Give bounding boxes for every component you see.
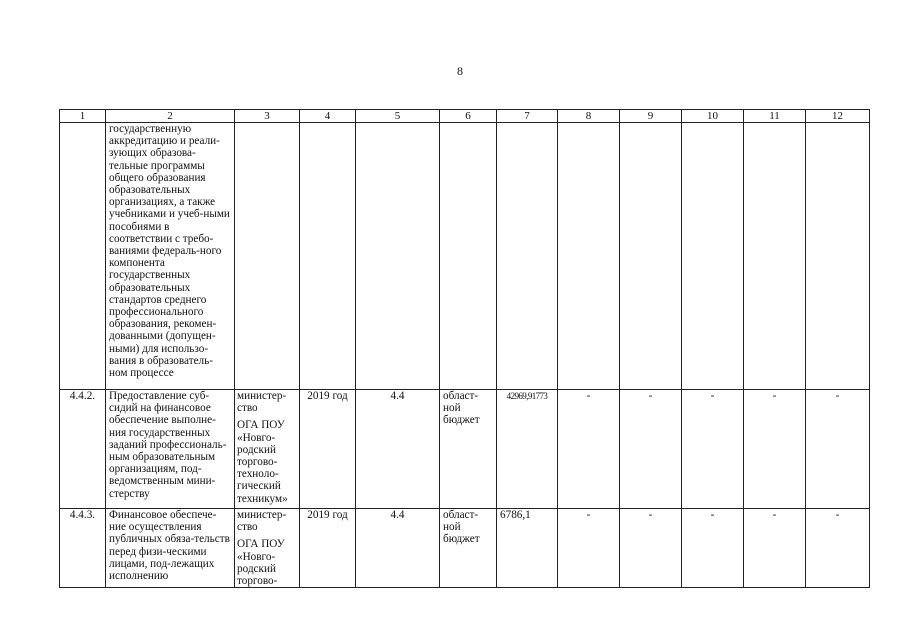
column-header: 5 xyxy=(356,110,440,123)
table-row-continuation xyxy=(60,123,870,390)
table-cell xyxy=(235,123,300,390)
plan-table xyxy=(59,109,870,588)
row-id: 4.4.2. xyxy=(60,390,106,509)
row-amount: 42969,91773 xyxy=(497,390,558,509)
column-header: 10 xyxy=(682,110,744,123)
table-cell xyxy=(682,123,744,390)
row-id: 4.4.3. xyxy=(60,509,106,588)
row-value-10: - xyxy=(682,509,744,588)
column-header: 11 xyxy=(744,110,806,123)
column-number-row xyxy=(60,110,870,123)
column-header: 4 xyxy=(300,110,356,123)
row-value-11: - xyxy=(744,509,806,588)
row-amount: 6786,1 xyxy=(497,509,558,588)
column-header: 2 xyxy=(106,110,235,123)
row-target: 4.4 xyxy=(356,390,440,509)
column-header: 9 xyxy=(620,110,682,123)
row-source: област-ной бюджет xyxy=(440,390,497,509)
table-cell xyxy=(300,123,356,390)
continuation-description: государственную аккредитацию и реали-зующих образова-тельные программы общего образования образовательных организациях, а также учебниками и учеб-ными пособиями в соответствии с требо-ваниями федераль-ного компонента государственных образовательных стандартов среднего профессионального образования, рекомен-дованными (допущен-ными) для использо-вания в образователь-ном процессе xyxy=(106,123,235,390)
row-description: Предоставление суб-сидий на финансовое обеспечение выполне-ния государственных заданий профессиональ-ным образовательным организациям, под-ведомственным мини-стерству xyxy=(106,390,235,509)
table-cell xyxy=(356,123,440,390)
row-executor xyxy=(235,509,300,588)
column-header: 7 xyxy=(497,110,558,123)
row-value-8: - xyxy=(558,509,620,588)
page-number: 8 xyxy=(457,64,463,78)
row-description: Финансовое обеспече-ние осуществления публичных обяза-тельств перед физи-ческими лицами, под-лежащих исполнению xyxy=(106,509,235,588)
row-value-8: - xyxy=(558,390,620,509)
row-target: 4.4 xyxy=(356,509,440,588)
executor-institution: ОГА ПОУ «Новго-родский торгово-техноло-гический техникум» xyxy=(237,419,288,505)
executor-ministry: министер-ство xyxy=(237,390,287,415)
row-executor xyxy=(235,390,300,509)
column-header: 8 xyxy=(558,110,620,123)
table-cell xyxy=(806,123,870,390)
table-cell xyxy=(497,123,558,390)
row-year: 2019 год xyxy=(300,390,356,509)
table-cell xyxy=(558,123,620,390)
table-cell xyxy=(60,123,106,390)
row-year: 2019 год xyxy=(300,509,356,588)
column-header: 1 xyxy=(60,110,106,123)
row-value-11: - xyxy=(744,390,806,509)
row-source: област-ной бюджет xyxy=(440,509,497,588)
column-header: 12 xyxy=(806,110,870,123)
table-cell xyxy=(620,123,682,390)
table-row xyxy=(60,390,870,509)
column-header: 3 xyxy=(235,110,300,123)
row-value-9: - xyxy=(620,390,682,509)
table-cell xyxy=(744,123,806,390)
executor-ministry: министер-ство xyxy=(237,509,287,534)
row-value-12: - xyxy=(806,509,870,588)
table-row xyxy=(60,509,870,588)
row-value-9: - xyxy=(620,509,682,588)
executor-institution: ОГА ПОУ «Новго-родский торгово- xyxy=(237,538,285,588)
table-cell xyxy=(440,123,497,390)
column-header: 6 xyxy=(440,110,497,123)
row-value-12: - xyxy=(806,390,870,509)
row-value-10: - xyxy=(682,390,744,509)
